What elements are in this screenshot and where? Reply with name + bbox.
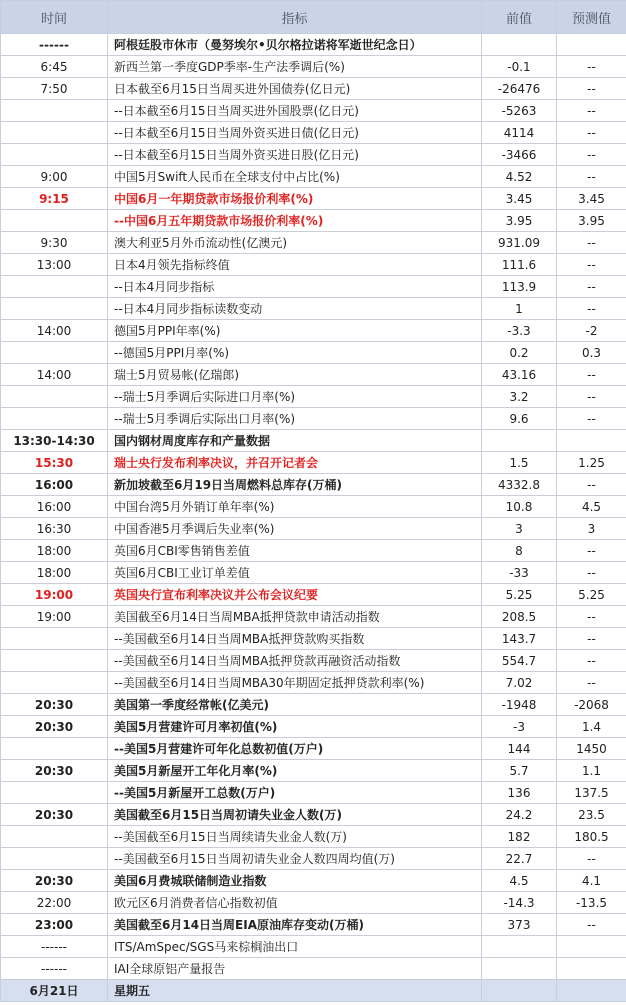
time-cell [1, 386, 108, 408]
indicator-cell: 美国第一季度经常帐(亿美元) [108, 694, 482, 716]
time-cell: 18:00 [1, 540, 108, 562]
table-row [1, 540, 626, 562]
forecast-value-cell: 23.5 [557, 804, 626, 826]
time-cell [1, 342, 108, 364]
previous-value-cell: 931.09 [482, 232, 557, 254]
forecast-value-cell: -- [557, 232, 626, 254]
table-row [1, 386, 626, 408]
time-cell: ------ [1, 34, 108, 56]
previous-value-cell: -5263 [482, 100, 557, 122]
time-cell: 20:30 [1, 870, 108, 892]
previous-value-cell: 113.9 [482, 276, 557, 298]
forecast-value-cell: 5.25 [557, 584, 626, 606]
table-row [1, 320, 626, 342]
forecast-value-cell: 4.1 [557, 870, 626, 892]
header-forecast: 预测值 [557, 1, 626, 34]
table-row [1, 298, 626, 320]
forecast-value-cell: -- [557, 122, 626, 144]
time-cell: 9:00 [1, 166, 108, 188]
forecast-value-cell: 1.1 [557, 760, 626, 782]
previous-value-cell: 554.7 [482, 650, 557, 672]
previous-value-cell: 208.5 [482, 606, 557, 628]
indicator-cell: 美国截至6月15日当周初请失业金人数(万) [108, 804, 482, 826]
forecast-value-cell: -- [557, 848, 626, 870]
previous-value-cell: 10.8 [482, 496, 557, 518]
indicator-cell: 中国6月一年期贷款市场报价利率(%) [108, 188, 482, 210]
indicator-cell: --日本4月同步指标读数变动 [108, 298, 482, 320]
previous-value-cell: 144 [482, 738, 557, 760]
previous-value-cell: 4332.8 [482, 474, 557, 496]
forecast-value-cell: 4.5 [557, 496, 626, 518]
indicator-cell: 中国5月Swift人民币在全球支付中占比(%) [108, 166, 482, 188]
forecast-value-cell [557, 958, 626, 980]
time-cell: 18:00 [1, 562, 108, 584]
forecast-value-cell: 3 [557, 518, 626, 540]
indicator-cell: 美国5月新屋开工年化月率(%) [108, 760, 482, 782]
forecast-value-cell: -- [557, 78, 626, 100]
forecast-value-cell: -- [557, 562, 626, 584]
table-row [1, 188, 626, 210]
table-row [1, 936, 626, 958]
time-cell [1, 848, 108, 870]
indicator-cell: 美国6月费城联储制造业指数 [108, 870, 482, 892]
indicator-cell: 日本截至6月15日当周买进外国债券(亿日元) [108, 78, 482, 100]
previous-value-cell: -3.3 [482, 320, 557, 342]
table-row [1, 122, 626, 144]
forecast-value-cell: -- [557, 298, 626, 320]
table-row [1, 276, 626, 298]
indicator-cell: 中国台湾5月外销订单年率(%) [108, 496, 482, 518]
indicator-cell: --日本4月同步指标 [108, 276, 482, 298]
indicator-cell: 星期五 [108, 980, 482, 1002]
forecast-value-cell: -2 [557, 320, 626, 342]
forecast-value-cell: 3.95 [557, 210, 626, 232]
indicator-cell: 美国5月营建许可月率初值(%) [108, 716, 482, 738]
table-row [1, 848, 626, 870]
forecast-value-cell: -2068 [557, 694, 626, 716]
forecast-value-cell: -- [557, 650, 626, 672]
table-row [1, 694, 626, 716]
previous-value-cell: 5.25 [482, 584, 557, 606]
time-cell: 9:30 [1, 232, 108, 254]
indicator-cell: 瑞士5月贸易帐(亿瑞郎) [108, 364, 482, 386]
previous-value-cell [482, 34, 557, 56]
forecast-value-cell [557, 34, 626, 56]
time-cell [1, 122, 108, 144]
table-row [1, 562, 626, 584]
table-row [1, 254, 626, 276]
time-cell: 20:30 [1, 804, 108, 826]
time-cell [1, 672, 108, 694]
time-cell: 13:30-14:30 [1, 430, 108, 452]
table-row [1, 364, 626, 386]
forecast-value-cell: -- [557, 628, 626, 650]
indicator-cell: --美国截至6月15日当周续请失业金人数(万) [108, 826, 482, 848]
forecast-value-cell: -- [557, 100, 626, 122]
table-row [1, 100, 626, 122]
indicator-cell: ITS/AmSpec/SGS马来棕榈油出口 [108, 936, 482, 958]
forecast-value-cell [557, 980, 626, 1002]
table-row [1, 496, 626, 518]
previous-value-cell: -33 [482, 562, 557, 584]
previous-value-cell: 0.2 [482, 342, 557, 364]
previous-value-cell: -0.1 [482, 56, 557, 78]
table-row [1, 716, 626, 738]
forecast-value-cell: 137.5 [557, 782, 626, 804]
indicator-cell: --瑞士5月季调后实际出口月率(%) [108, 408, 482, 430]
table-row [1, 452, 626, 474]
previous-value-cell: 4.5 [482, 870, 557, 892]
previous-value-cell: 3.2 [482, 386, 557, 408]
table-row [1, 914, 626, 936]
time-cell: 13:00 [1, 254, 108, 276]
table-row [1, 518, 626, 540]
indicator-cell: 美国截至6月14日当周MBA抵押贷款申请活动指数 [108, 606, 482, 628]
time-cell: 6月21日 [1, 980, 108, 1002]
previous-value-cell [482, 936, 557, 958]
time-cell: 19:00 [1, 606, 108, 628]
table-row [1, 584, 626, 606]
time-cell: 9:15 [1, 188, 108, 210]
forecast-value-cell: -- [557, 606, 626, 628]
indicator-cell: 英国央行宣布利率决议并公布会议纪要 [108, 584, 482, 606]
indicator-cell: --美国截至6月14日当周MBA抵押贷款购买指数 [108, 628, 482, 650]
forecast-value-cell: -- [557, 56, 626, 78]
indicator-cell: --日本截至6月15日当周外资买进日股(亿日元) [108, 144, 482, 166]
previous-value-cell: 3 [482, 518, 557, 540]
forecast-value-cell: 1.4 [557, 716, 626, 738]
time-cell: 7:50 [1, 78, 108, 100]
time-cell [1, 210, 108, 232]
previous-value-cell: -26476 [482, 78, 557, 100]
indicator-cell: 德国5月PPI年率(%) [108, 320, 482, 342]
time-cell [1, 276, 108, 298]
indicator-cell: 日本4月领先指标终值 [108, 254, 482, 276]
table-row [1, 760, 626, 782]
forecast-value-cell: -- [557, 166, 626, 188]
table-row [1, 144, 626, 166]
forecast-value-cell: -- [557, 144, 626, 166]
previous-value-cell: 143.7 [482, 628, 557, 650]
indicator-cell: IAI全球原铝产量报告 [108, 958, 482, 980]
previous-value-cell: 4.52 [482, 166, 557, 188]
time-cell [1, 628, 108, 650]
previous-value-cell: 9.6 [482, 408, 557, 430]
forecast-value-cell: 180.5 [557, 826, 626, 848]
previous-value-cell: 3.45 [482, 188, 557, 210]
previous-value-cell: -14.3 [482, 892, 557, 914]
indicator-cell: --日本截至6月15日当周外资买进日债(亿日元) [108, 122, 482, 144]
table-row [1, 672, 626, 694]
indicator-cell: 英国6月CBI工业订单差值 [108, 562, 482, 584]
time-cell [1, 738, 108, 760]
forecast-value-cell: -13.5 [557, 892, 626, 914]
previous-value-cell [482, 430, 557, 452]
table-row [1, 56, 626, 78]
forecast-value-cell: 1.25 [557, 452, 626, 474]
time-cell [1, 650, 108, 672]
table-row [1, 232, 626, 254]
time-cell: ------ [1, 958, 108, 980]
table-body [1, 34, 626, 1002]
indicator-cell: 澳大利亚5月外币流动性(亿澳元) [108, 232, 482, 254]
previous-value-cell: 136 [482, 782, 557, 804]
time-cell: 23:00 [1, 914, 108, 936]
forecast-value-cell: -- [557, 276, 626, 298]
indicator-cell: --中国6月五年期贷款市场报价利率(%) [108, 210, 482, 232]
previous-value-cell: 182 [482, 826, 557, 848]
table-row [1, 870, 626, 892]
indicator-cell: 阿根廷股市休市（曼努埃尔•贝尔格拉诺将军逝世纪念日） [108, 34, 482, 56]
indicator-cell: 欧元区6月消费者信心指数初值 [108, 892, 482, 914]
time-cell [1, 100, 108, 122]
table-row [1, 782, 626, 804]
indicator-cell: 瑞士央行发布利率决议，并召开记者会 [108, 452, 482, 474]
indicator-cell: --日本截至6月15日当周买进外国股票(亿日元) [108, 100, 482, 122]
table-row [1, 78, 626, 100]
table-row [1, 738, 626, 760]
forecast-value-cell: -- [557, 408, 626, 430]
header-time: 时间 [1, 1, 108, 34]
time-cell [1, 298, 108, 320]
forecast-value-cell: 3.45 [557, 188, 626, 210]
time-cell: 16:00 [1, 496, 108, 518]
time-cell: 15:30 [1, 452, 108, 474]
indicator-cell: --美国5月新屋开工总数(万户) [108, 782, 482, 804]
table-row [1, 210, 626, 232]
table-row [1, 980, 626, 1002]
previous-value-cell: 24.2 [482, 804, 557, 826]
indicator-cell: 国内钢材周度库存和产量数据 [108, 430, 482, 452]
table-row [1, 430, 626, 452]
forecast-value-cell: -- [557, 474, 626, 496]
previous-value-cell: 4114 [482, 122, 557, 144]
forecast-value-cell: 1450 [557, 738, 626, 760]
previous-value-cell: 22.7 [482, 848, 557, 870]
forecast-value-cell: -- [557, 386, 626, 408]
previous-value-cell: 373 [482, 914, 557, 936]
time-cell [1, 408, 108, 430]
table-row [1, 34, 626, 56]
header-previous: 前值 [482, 1, 557, 34]
time-cell: ------ [1, 936, 108, 958]
table-row [1, 606, 626, 628]
previous-value-cell: -3466 [482, 144, 557, 166]
table-row [1, 826, 626, 848]
time-cell: 6:45 [1, 56, 108, 78]
header-indicator: 指标 [108, 1, 482, 34]
table-row [1, 628, 626, 650]
indicator-cell: 中国香港5月季调后失业率(%) [108, 518, 482, 540]
indicator-cell: 美国截至6月14日当周EIA原油库存变动(万桶) [108, 914, 482, 936]
time-cell: 20:30 [1, 716, 108, 738]
indicator-cell: --美国截至6月14日当周MBA抵押贷款再融资活动指数 [108, 650, 482, 672]
time-cell: 22:00 [1, 892, 108, 914]
previous-value-cell: 5.7 [482, 760, 557, 782]
time-cell [1, 782, 108, 804]
table-row [1, 474, 626, 496]
table-row [1, 804, 626, 826]
time-cell: 20:30 [1, 694, 108, 716]
indicator-cell: --美国截至6月15日当周初请失业金人数四周均值(万) [108, 848, 482, 870]
previous-value-cell: 3.95 [482, 210, 557, 232]
table-row [1, 408, 626, 430]
indicator-cell: 英国6月CBI零售销售差值 [108, 540, 482, 562]
time-cell [1, 826, 108, 848]
previous-value-cell: 1 [482, 298, 557, 320]
time-cell: 20:30 [1, 760, 108, 782]
previous-value-cell: -3 [482, 716, 557, 738]
indicator-cell: 新西兰第一季度GDP季率-生产法季调后(%) [108, 56, 482, 78]
forecast-value-cell: -- [557, 914, 626, 936]
header-row [1, 1, 626, 34]
forecast-value-cell [557, 430, 626, 452]
previous-value-cell: -1948 [482, 694, 557, 716]
time-cell: 14:00 [1, 320, 108, 342]
indicator-cell: --瑞士5月季调后实际进口月率(%) [108, 386, 482, 408]
previous-value-cell: 1.5 [482, 452, 557, 474]
time-cell: 16:00 [1, 474, 108, 496]
previous-value-cell [482, 958, 557, 980]
time-cell: 14:00 [1, 364, 108, 386]
forecast-value-cell: -- [557, 254, 626, 276]
previous-value-cell: 7.02 [482, 672, 557, 694]
previous-value-cell: 8 [482, 540, 557, 562]
time-cell: 16:30 [1, 518, 108, 540]
forecast-value-cell: -- [557, 540, 626, 562]
indicator-cell: 新加坡截至6月19日当周燃料总库存(万桶) [108, 474, 482, 496]
table-row [1, 650, 626, 672]
indicator-cell: --美国5月营建许可年化总数初值(万户) [108, 738, 482, 760]
previous-value-cell: 43.16 [482, 364, 557, 386]
forecast-value-cell: -- [557, 364, 626, 386]
forecast-value-cell [557, 936, 626, 958]
time-cell [1, 144, 108, 166]
table-row [1, 342, 626, 364]
forecast-value-cell: -- [557, 672, 626, 694]
previous-value-cell: 111.6 [482, 254, 557, 276]
forecast-value-cell: 0.3 [557, 342, 626, 364]
table-row [1, 892, 626, 914]
table-row [1, 958, 626, 980]
table-row [1, 166, 626, 188]
indicator-cell: --德国5月PPI月率(%) [108, 342, 482, 364]
indicator-cell: --美国截至6月14日当周MBA30年期固定抵押贷款利率(%) [108, 672, 482, 694]
previous-value-cell [482, 980, 557, 1002]
time-cell: 19:00 [1, 584, 108, 606]
